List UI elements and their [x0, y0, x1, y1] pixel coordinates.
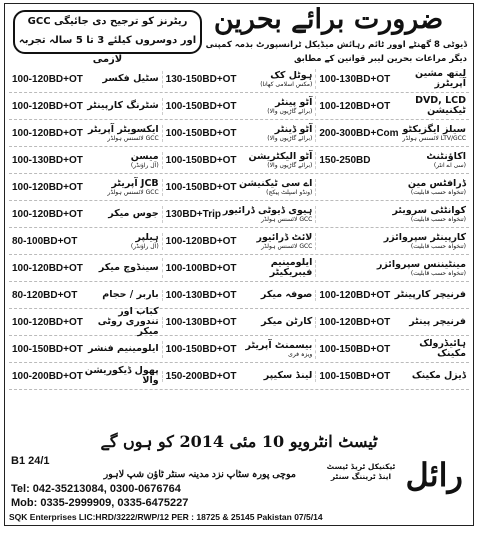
job-title-block — [319, 233, 466, 250]
job-note: (سی اے انٹر) — [433, 161, 467, 169]
job-note: (تنخواہ حسب قابلیت) — [410, 269, 467, 277]
job-title-block — [237, 341, 313, 358]
job-salary: 100-150BD+OT — [165, 181, 237, 193]
job-salary: 100-120BD+OT — [12, 127, 83, 139]
job-title: فرنیچر پینٹر — [409, 316, 467, 327]
job-title-block — [237, 152, 313, 169]
job-row — [9, 228, 469, 255]
job-listing — [315, 260, 469, 277]
job-title-block — [390, 96, 466, 116]
job-title-block — [390, 339, 466, 359]
job-salary: 100-130BD+OT — [319, 73, 391, 85]
job-title-block — [319, 206, 466, 223]
job-title: ایکسویٹر آپریٹر — [87, 123, 159, 135]
logo-text: رائل — [405, 456, 463, 494]
job-listing — [162, 371, 316, 382]
job-title-block — [319, 179, 466, 196]
job-title-block — [83, 125, 159, 142]
job-salary: 100-120BD+OT — [12, 181, 83, 193]
job-title-block — [319, 260, 466, 277]
job-title-block — [390, 290, 466, 300]
job-listing — [9, 152, 162, 169]
job-note: GCC لائسنس ہولڈر — [261, 242, 313, 250]
job-listing — [162, 152, 316, 169]
job-title-block — [237, 317, 313, 327]
job-listing — [9, 101, 162, 112]
job-salary: 100-120BD+OT — [12, 316, 83, 328]
gcc-line-2: اور دوسروں کیلئے 3 تا 5 سالہ تجربہ لازمی — [18, 35, 197, 65]
job-title: پھول ڈیکوریشن والا — [84, 365, 159, 386]
job-title: مینٹیننس سپروائزر — [376, 258, 467, 270]
job-salary: 150-200BD+OT — [165, 370, 237, 382]
job-salary: 100-100BD+OT — [165, 262, 237, 274]
job-title-block — [237, 71, 313, 88]
job-title-block — [237, 290, 313, 300]
job-title-block — [237, 179, 313, 196]
job-title: کارپینٹر سپروائزر — [383, 231, 467, 243]
job-listing — [9, 74, 162, 85]
job-row — [9, 282, 469, 309]
job-note: (آل راؤنڈر) — [130, 242, 159, 250]
job-note: (تنخواہ حسب قابلیت) — [410, 242, 467, 250]
footer — [5, 454, 473, 516]
job-listing — [315, 233, 469, 250]
job-row — [9, 120, 469, 147]
job-row — [9, 93, 469, 120]
address-line: B1 24/1 — [11, 455, 50, 467]
job-listing — [162, 233, 316, 250]
job-salary: 100-150BD+OT — [165, 127, 237, 139]
job-title: سیلز ایگزیکٹو — [402, 123, 467, 135]
job-salary: 150-250BD — [319, 154, 371, 166]
job-title: شٹرنگ کارپینٹر — [87, 100, 159, 111]
job-listing — [9, 263, 162, 274]
job-title: اے سی ٹیکنیشن — [239, 177, 313, 189]
job-note: GCC لائسنس ہولڈر — [107, 134, 159, 142]
job-title: آٹو ڈینٹر — [274, 123, 313, 135]
job-title: اکاؤنٹنٹ — [426, 150, 467, 162]
job-title-block — [390, 317, 466, 327]
job-listing — [162, 317, 316, 328]
job-listing — [315, 69, 469, 89]
job-title: ایلومینیم فنشر — [88, 343, 159, 354]
job-salary: 100-120BD+OT — [165, 235, 237, 247]
job-title: سینڈوچ میکر — [98, 262, 159, 273]
job-salary: 100-130BD+OT — [165, 289, 237, 301]
ad-subtitle-2: دیگر مراعات بحرین لیبر قوانین کے مطابق — [293, 54, 467, 64]
job-listing — [315, 371, 469, 382]
job-salary: 100-120BD+OT — [12, 208, 83, 220]
job-title: کباب اور تندوری روٹی میکر — [97, 306, 159, 337]
logo-subtitle: ٹیکنیکل ٹریڈ ٹیسٹ اینڈ ٹریننگ سنٹر — [326, 462, 396, 481]
job-title: صوفہ میکر — [260, 289, 313, 300]
job-note: ویزہ فری — [288, 350, 313, 358]
job-listing — [9, 366, 162, 386]
job-listing — [315, 179, 469, 196]
job-salary: 100-120BD+OT — [319, 289, 391, 301]
job-title: باربر / حجام — [102, 289, 159, 300]
job-row — [9, 147, 469, 174]
job-title: آٹو پینٹر — [275, 96, 313, 108]
job-salary: 200-300BD+Com — [319, 127, 399, 139]
job-title: آٹو الیکٹریشن — [248, 150, 313, 162]
job-title: لیتھ مشین آپریٹرز — [415, 68, 467, 89]
job-title-block — [83, 101, 159, 111]
job-title-block — [77, 290, 158, 300]
job-listing — [162, 125, 316, 142]
job-salary: 100-150BD+OT — [165, 154, 237, 166]
job-note: (ونڈو اسپلٹ پیکج) — [266, 188, 313, 196]
job-listing — [162, 179, 316, 196]
job-note: GCC لائسنس ہولڈر — [107, 188, 159, 196]
job-listing — [315, 125, 469, 142]
ad-title: ضرورت برائے بحرین — [213, 4, 444, 35]
job-title: فرنیچر کارپینٹر — [394, 289, 467, 300]
job-title-block — [237, 98, 313, 115]
job-title: ڈیزل مکینک — [411, 370, 467, 381]
job-title-block — [83, 344, 159, 354]
job-salary: 100-120BD+OT — [12, 262, 83, 274]
job-note: (برائے گاڑیوں والا) — [267, 107, 313, 115]
job-title: کوانٹٹی سرویئر — [392, 204, 467, 216]
mobile: Mob: 0335-2999909, 0335-6475227 — [11, 497, 189, 509]
job-note: (مکس اسلامی کھانا) — [260, 80, 313, 88]
job-listing — [9, 233, 162, 250]
job-row — [9, 255, 469, 282]
job-title: کارٹن میکر — [261, 316, 313, 327]
job-salary: 100-150BD+OT — [319, 370, 391, 382]
job-listing — [315, 317, 469, 328]
job-listing — [9, 179, 162, 196]
job-row — [9, 306, 469, 337]
job-title-block — [83, 74, 159, 84]
job-title-block — [83, 307, 159, 337]
job-title-block — [237, 258, 313, 278]
job-listing — [162, 290, 316, 301]
job-title: ایلومینیم فیبریکیٹر — [269, 257, 313, 278]
job-listing — [9, 209, 162, 220]
job-salary: 100-120BD+OT — [12, 73, 83, 85]
job-title: لینڈ سکیپر — [263, 370, 313, 381]
job-salary: 100-150BD+OT — [319, 343, 391, 355]
gcc-line-1: GCC ریٹرنز کو ترجیح دی جائیگی — [27, 16, 188, 27]
job-note: (برائے گاڑیوں والا) — [267, 134, 313, 142]
job-listing — [9, 307, 162, 337]
job-title-block — [83, 209, 159, 219]
gcc-preference-box — [13, 10, 202, 65]
job-salary: 100-130BD+OT — [165, 316, 237, 328]
job-note: LTV/GCC لائسنس ہولڈر — [402, 134, 467, 142]
job-salary: 130-150BD+OT — [165, 73, 237, 85]
job-title: میسن — [130, 150, 159, 162]
job-note: (تنخواہ حسب قابلیت) — [410, 188, 467, 196]
job-listing — [315, 152, 469, 169]
job-title: جوس میکر — [108, 208, 159, 219]
job-title: ہوٹل کک — [270, 69, 313, 81]
address-urdu: موچی پورہ سٹاپ نزد مدینہ سنٹر ٹاؤن شپ لاہور — [103, 469, 296, 480]
job-row — [9, 174, 469, 201]
job-listing — [315, 339, 469, 359]
job-row — [9, 336, 469, 363]
job-title-block — [77, 233, 158, 250]
job-title-block — [237, 125, 313, 142]
job-title-block — [399, 125, 466, 142]
job-listing — [162, 258, 316, 278]
job-title: ہائیڈرولک مکینک — [419, 338, 467, 359]
header — [5, 4, 473, 65]
job-row — [9, 201, 469, 228]
job-row — [9, 363, 469, 390]
job-title-block — [237, 233, 313, 250]
job-title: ڈرافٹس مین — [407, 177, 467, 189]
job-listing — [162, 71, 316, 88]
job-salary: 100-200BD+OT — [12, 370, 83, 382]
job-title-block — [237, 371, 313, 381]
job-salary: 130BD+Trip — [165, 208, 221, 220]
job-listing — [162, 341, 316, 358]
job-title: لائٹ ڈرائیور — [256, 231, 313, 243]
job-salary: 100-120BD+OT — [319, 100, 391, 112]
job-listing — [162, 206, 316, 223]
job-note: GCC لائسنس ہولڈر — [261, 215, 313, 223]
job-title: ہیلپر — [135, 231, 159, 243]
job-listing — [315, 206, 469, 223]
job-title: JCB آپریٹر — [111, 177, 159, 189]
job-listing — [9, 290, 162, 301]
telephone: Tel: 042-35213084, 0300-0676764 — [11, 483, 181, 495]
job-row — [9, 66, 469, 93]
job-title: ہیوی ڈیوٹی ڈرائیور — [222, 204, 313, 216]
jobs-grid — [9, 66, 469, 390]
job-title-block — [83, 152, 159, 169]
company-logo — [313, 456, 463, 508]
job-title: سٹیل فکسر — [102, 73, 159, 84]
job-advertisement — [4, 3, 474, 526]
job-title-block — [83, 263, 159, 273]
job-salary: 100-120BD+OT — [12, 100, 83, 112]
job-salary: 100-130BD+OT — [12, 154, 83, 166]
job-salary: 100-120BD+OT — [319, 316, 391, 328]
ad-subtitle: ڈیوٹی 8 گھنٹے اوور ٹائم رہائش میڈیکل ٹرانسپورٹ بذمہ کمپنی — [205, 40, 467, 50]
job-salary: 80-100BD+OT — [12, 235, 78, 247]
job-title-block — [83, 179, 159, 196]
job-title: DVD, LCD ٹیکنیشن — [415, 95, 467, 116]
job-salary: 100-150BD+OT — [165, 100, 237, 112]
job-listing — [9, 344, 162, 355]
license-line: SQK Enterprises LIC:HRD/3222/RWP/12 PER : 18725 & 25145 Pakistan 07/5/14 — [9, 512, 323, 522]
test-interview-line: ٹیسٹ انٹرویو 10 مئی 2014 کو ہوں گے — [100, 432, 378, 451]
job-salary: 80-120BD+OT — [12, 289, 78, 301]
job-note: (برائے گاڑیوں والا) — [267, 161, 313, 169]
job-note: (آل راؤنڈر) — [130, 161, 159, 169]
job-listing — [315, 290, 469, 301]
contact-block — [11, 454, 296, 510]
job-title: بیسمنٹ آپریٹر — [245, 339, 313, 351]
job-title-block — [371, 152, 467, 169]
job-title-block — [221, 206, 312, 223]
job-listing — [162, 98, 316, 115]
job-note: (تنخواہ حسب قابلیت) — [410, 215, 467, 223]
job-title-block — [390, 371, 466, 381]
job-title-block — [390, 69, 466, 89]
job-salary: 100-150BD+OT — [12, 343, 83, 355]
job-salary: 100-150BD+OT — [165, 343, 237, 355]
job-listing — [315, 96, 469, 116]
job-listing — [9, 125, 162, 142]
job-title-block — [83, 366, 159, 386]
